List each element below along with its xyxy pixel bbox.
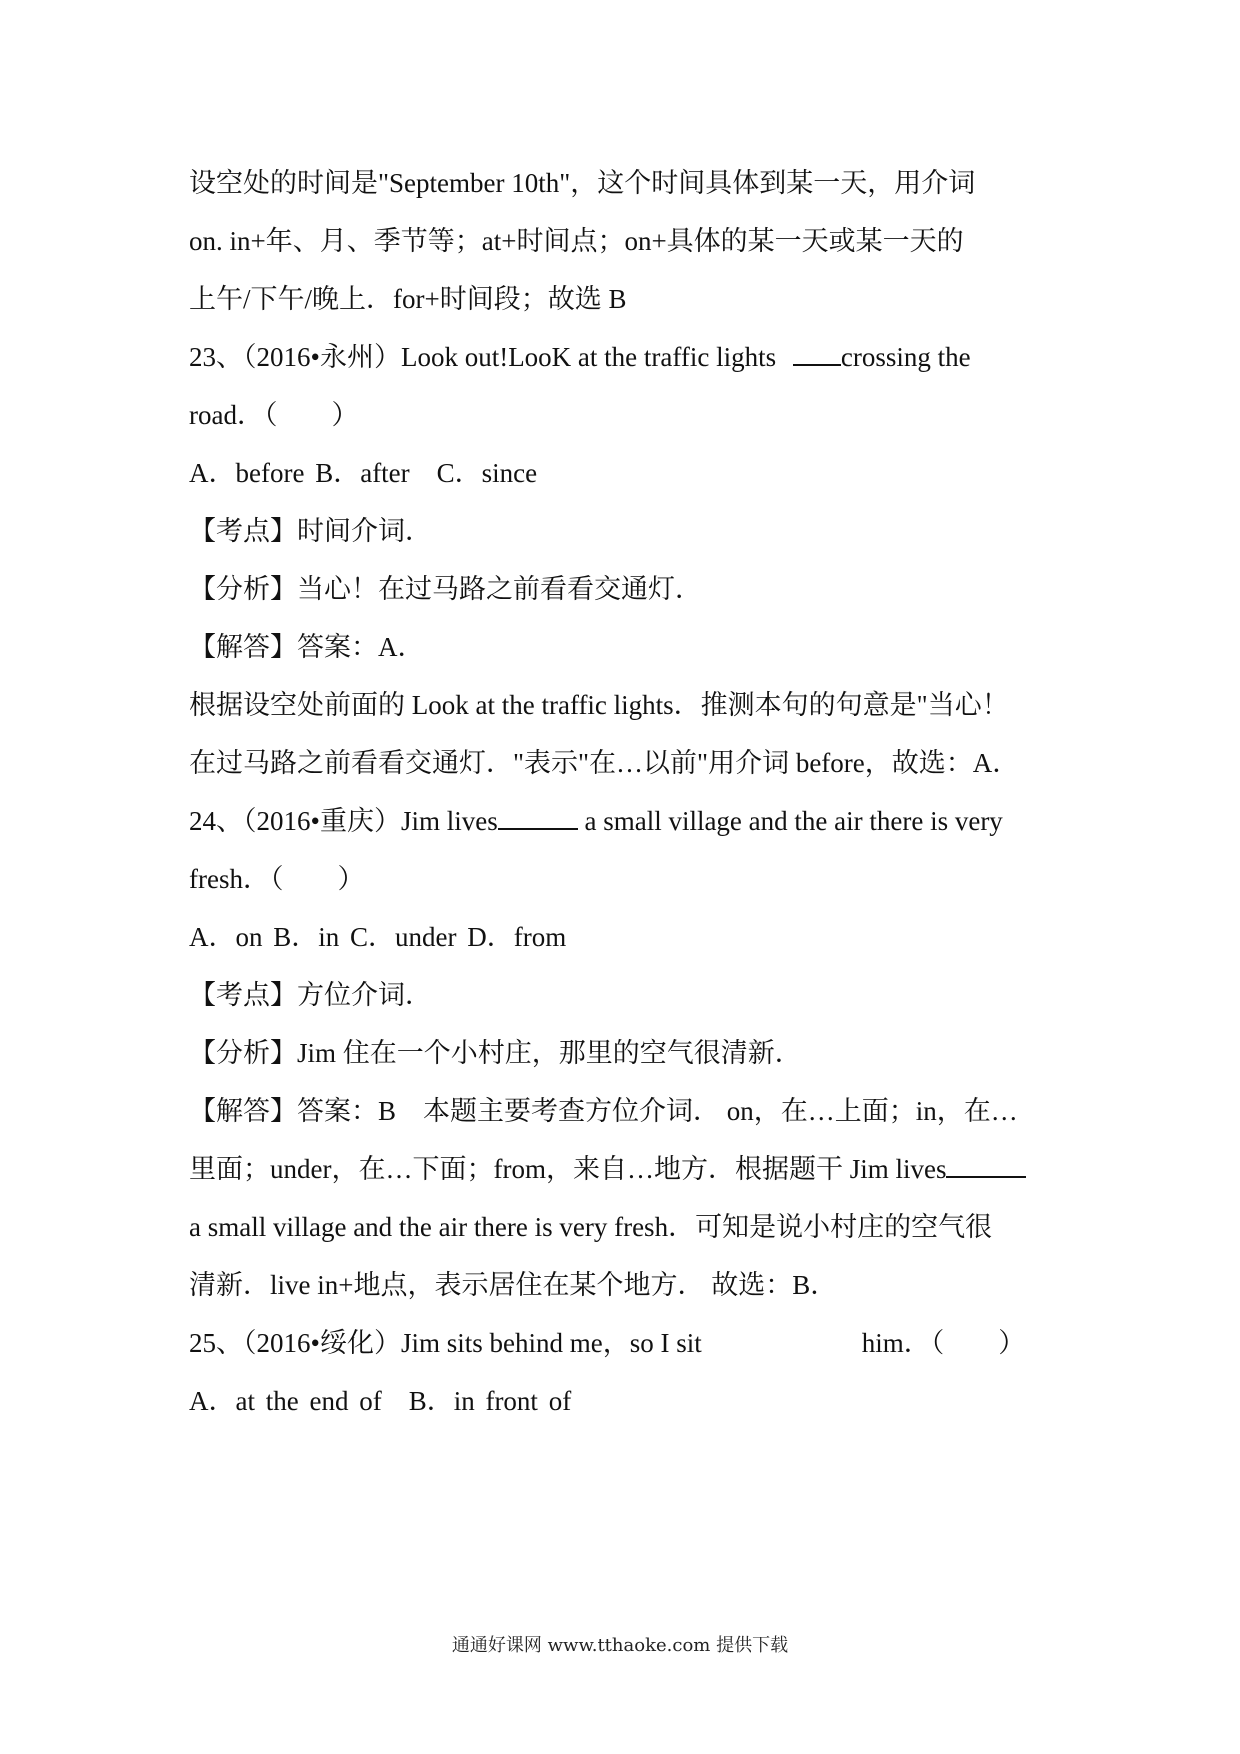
text-line-2: on. in+年、月、季节等；at+时间点；on+具体的某一天或某一天的 xyxy=(189,226,964,256)
question-24-stem: 24、（2016•重庆）Jim lives xyxy=(189,806,498,836)
jieda-24: 【解答】答案：B 本题主要考查方位介词． on，在…上面；in，在… xyxy=(189,1096,1018,1126)
question-23-stem: 23、（2016•永州）Look out!LooK at the traffic lights xyxy=(189,342,777,372)
question-23-line-1 xyxy=(189,337,1061,377)
question-23-line-2: road．（ ） xyxy=(189,400,359,430)
question-23-options: A．before B．after C．since xyxy=(189,458,538,488)
explanation-24-line-1 xyxy=(189,1149,1026,1189)
fenxi-23: 【分析】当心！在过马路之前看看交通灯． xyxy=(189,574,702,604)
explanation-24-text: 里面；under，在…下面；from，来自…地方．根据题干 Jim lives xyxy=(189,1154,947,1184)
kaodian-23: 【考点】时间介词． xyxy=(189,516,432,546)
page-footer: 通通好课网 www.tthaoke.com 提供下载 xyxy=(451,1635,789,1656)
text-line-3: 上午/下午/晚上．for+时间段；故选 B xyxy=(189,284,627,314)
explanation-24-line-2: a small village and the air there is very fresh．可知是说小村庄的空气很 xyxy=(189,1212,993,1242)
answer-blank xyxy=(946,1150,1026,1178)
explanation-23-line-1: 根据设空处前面的 Look at the traffic lights．推测本句的句意是"当心！ xyxy=(189,690,1009,720)
question-24-tail: a small village and the air there is very xyxy=(584,806,1003,836)
fenxi-24: 【分析】Jim 住在一个小村庄，那里的空气很清新． xyxy=(189,1038,802,1068)
question-25-options: A．at the end of B．in front of xyxy=(189,1386,572,1416)
question-24-line-1 xyxy=(189,801,1003,841)
question-24-options: A．on B．in C．under D．from xyxy=(189,922,567,952)
explanation-23-line-2: 在过马路之前看看交通灯．"表示"在…以前"用介词 before，故选：A． xyxy=(189,748,1020,778)
answer-blank xyxy=(498,802,578,830)
question-25-tail: him．（ ） xyxy=(861,1328,1026,1358)
explanation-24-line-3: 清新．live in+地点，表示居住在某个地方． 故选：B． xyxy=(189,1270,838,1300)
question-24-line-2: fresh．（ ） xyxy=(189,864,365,894)
question-25-line-1 xyxy=(189,1323,1025,1363)
text-line-1: 设空处的时间是"September 10th"，这个时间具体到某一天，用介词 xyxy=(189,168,976,198)
answer-blank xyxy=(793,338,841,366)
jieda-23: 【解答】答案：A． xyxy=(189,632,425,662)
kaodian-24: 【考点】方位介词． xyxy=(189,980,432,1010)
question-23-tail: crossing the xyxy=(840,342,971,372)
question-25-stem: 25、（2016•绥化）Jim sits behind me，so I sit xyxy=(189,1328,702,1358)
